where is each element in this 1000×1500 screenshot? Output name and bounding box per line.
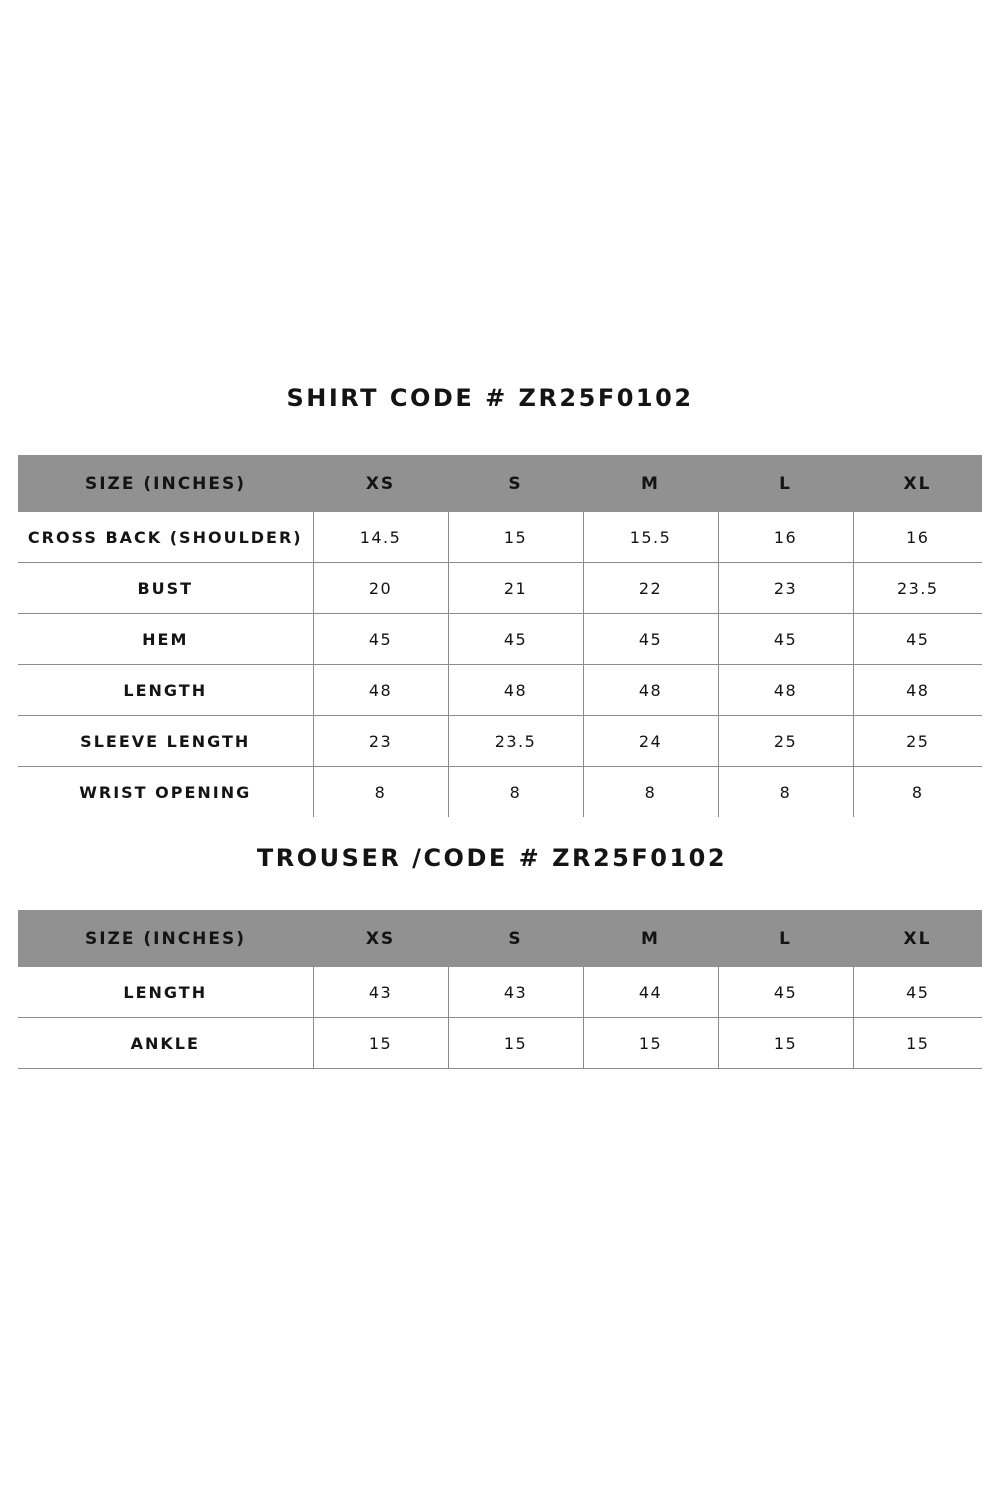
cell-value: 8 [583,767,718,818]
cell-value: 23 [313,716,448,767]
table-row [18,967,982,1018]
table-row [18,716,982,767]
cell-value: 45 [853,614,982,665]
cell-value: 45 [718,614,853,665]
cell-value: 15 [853,1018,982,1069]
trouser-size-table [18,910,982,1069]
cell-value: 45 [448,614,583,665]
cell-value: 15.5 [583,512,718,563]
cell-value: 8 [718,767,853,818]
table-row [18,512,982,563]
header-s: S [448,910,583,967]
cell-value: 48 [583,665,718,716]
row-label: BUST [18,563,313,614]
header-xl: XL [853,455,982,512]
table-row [18,563,982,614]
table-row [18,767,982,818]
header-l: L [718,910,853,967]
cell-value: 15 [718,1018,853,1069]
row-label: CROSS BACK (SHOULDER) [18,512,313,563]
cell-value: 14.5 [313,512,448,563]
cell-value: 45 [583,614,718,665]
cell-value: 23.5 [448,716,583,767]
header-size-label: SIZE (INCHES) [18,455,313,512]
cell-value: 22 [583,563,718,614]
header-m: M [583,455,718,512]
cell-value: 15 [583,1018,718,1069]
header-xs: XS [313,910,448,967]
cell-value: 8 [911,782,924,802]
cell-value: 21 [448,563,583,614]
cell-value: 23 [718,563,853,614]
table-row [18,665,982,716]
cell-value: 48 [718,665,853,716]
cell-value: 23.5 [853,563,982,614]
shirt-title: SHIRT CODE # ZR25F0102 [286,384,694,412]
row-label: LENGTH [18,967,313,1018]
cell-value: 25 [718,716,853,767]
row-label: HEM [18,614,313,665]
cell-value: 15 [313,1018,448,1069]
table-row [18,614,982,665]
header-m: M [583,910,718,967]
header-xs: XS [313,455,448,512]
header-l: L [718,455,853,512]
row-label: WRIST OPENING [18,767,313,818]
table-header-row [18,455,982,512]
cell-value: 43 [448,967,583,1018]
cell-value: 48 [448,665,583,716]
cell-value: 25 [853,716,982,767]
cell-value: 45 [718,967,853,1018]
shirt-size-table [18,455,982,817]
cell-value: 43 [313,967,448,1018]
table-header-row [18,910,982,967]
cell-value: 45 [313,614,448,665]
cell-value: 15 [448,1018,583,1069]
row-label: LENGTH [18,665,313,716]
table-row [18,1018,982,1069]
cell-value: 44 [583,967,718,1018]
cell-value: 20 [313,563,448,614]
cell-value: 16 [718,512,853,563]
trouser-title: TROUSER /CODE # ZR25F0102 [256,844,728,872]
header-xl: XL [853,910,982,967]
cell-value: 45 [853,967,982,1018]
cell-value: 16 [853,512,982,563]
cell-value: 8 [448,767,583,818]
row-label: ANKLE [18,1018,313,1069]
header-size-label: SIZE (INCHES) [18,910,313,967]
cell-value: 15 [448,512,583,563]
header-s: S [448,455,583,512]
row-label: SLEEVE LENGTH [18,716,313,767]
cell-value: 24 [583,716,718,767]
cell-value: 48 [313,665,448,716]
cell-value: 8 [313,767,448,818]
cell-value: 48 [853,665,982,716]
